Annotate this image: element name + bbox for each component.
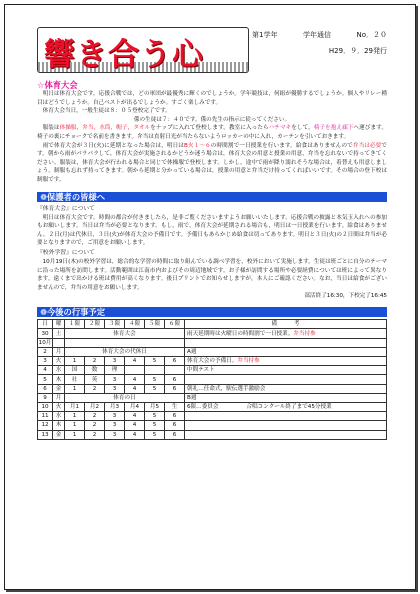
note-cell xyxy=(185,329,387,338)
sports-paragraph-2: 体育大会当日，一般生徒は８：０５登校完了です。 xyxy=(42,108,171,115)
table-row xyxy=(38,329,387,338)
period-cell: 1 xyxy=(65,421,85,430)
weekday-cell: 金 xyxy=(53,430,65,439)
day-cell: 9 xyxy=(38,393,53,402)
header-cell: ２限 xyxy=(85,320,105,329)
sports-paragraph-3: 係の生徒は７：４０です。係の先生の指示に従ってください。 xyxy=(133,116,291,123)
day-cell: 10 xyxy=(38,402,53,411)
day-cell: 3 xyxy=(38,357,53,366)
period-cell: 社 xyxy=(65,375,85,384)
period-cell: 1 xyxy=(65,412,85,421)
sports-paragraph-1: 明日は体育大会です。応援合戦では，どの軍団が最優秀に輝くのでしょうか。学年競技は，何組が優勝するでしょうか。個人やリレー種目はどうでしょうか。自己ベストが出るでしょうか。すごく楽しみです。 xyxy=(37,91,387,106)
text-span: です。朝から雨がパラパラして，体育大会が実施されるかどうか迷う場合は，体育大会の用意と授業の用意，弁当を忘れないで持ってきてください。服装は，体育大会が行われる場合と同じで体操服で登校します。しかし，途中で雨が降り濡れそうな場合は，着替えも用意しましょう。制服も忘れず持ってきます。朝から延期と分かっている場合は，授業の用意と弁当だけ持ってくればいいです。その場合の登下校は制服です。 xyxy=(37,142,387,183)
table-row xyxy=(38,393,387,402)
weekday-cell: 水 xyxy=(53,412,65,421)
day-cell: 2 xyxy=(38,347,53,356)
header-cell: ５限 xyxy=(145,320,165,329)
text-span: をして， xyxy=(291,125,314,132)
period-cell: 数 xyxy=(85,366,105,375)
period-cell: 理 xyxy=(105,366,125,375)
header-cell: ４限 xyxy=(125,320,145,329)
weekday-cell: 火 xyxy=(53,402,65,411)
weekday-cell: 木 xyxy=(53,375,65,384)
period-cell: 2 xyxy=(85,412,105,421)
weekday-cell: 月 xyxy=(53,347,65,356)
section-heading-sports: ☆体育大会 xyxy=(37,80,78,90)
note-cell xyxy=(185,366,387,375)
note-cell xyxy=(185,402,387,411)
text-span: へ運びます。椅子の裏にチョークで名前を書きます。弁当は直射日光が当たらないようロッカーの中に入れ，カーテンを引いておきます。 xyxy=(37,125,387,140)
note-cell xyxy=(185,347,387,356)
period-cell: 3 xyxy=(105,430,125,439)
event-cell: 体育の日 xyxy=(65,393,185,402)
note-text: 雨天延期時は火曜日の時間割で一日授業。 xyxy=(187,330,294,337)
period-cell: 月3 xyxy=(105,402,125,411)
table-row xyxy=(38,366,387,375)
note-cell xyxy=(185,412,387,421)
page-frame xyxy=(4,4,416,590)
note-text: 6限…委員会 合唱コンクール終了まで45分授業 xyxy=(187,404,332,411)
period-cell: 5 xyxy=(145,421,165,430)
period-cell: 4 xyxy=(125,412,145,421)
period-cell: 4 xyxy=(125,421,145,430)
weekday-cell: 木 xyxy=(53,421,65,430)
day-cell: 12 xyxy=(38,421,53,430)
period-cell: 月1 xyxy=(65,402,85,411)
note-text: 中間テスト xyxy=(187,367,215,374)
section-heading-guardians: ❁保護者の皆様へ xyxy=(37,192,387,202)
period-cell: 5 xyxy=(145,375,165,384)
period-cell xyxy=(145,366,165,375)
table-row xyxy=(38,375,387,384)
period-cell: 6 xyxy=(165,421,185,430)
header-cell: 日 xyxy=(38,320,53,329)
event-cell: 体育大会 xyxy=(65,329,185,338)
weekday-cell: 月 xyxy=(53,393,65,402)
note-text: 朝礼…任命式，駅伝選手激励会 xyxy=(187,385,266,392)
table-row xyxy=(38,402,387,411)
sports-paragraph-4 xyxy=(37,124,387,141)
header-cell: １限 xyxy=(65,320,85,329)
newsletter-sheet xyxy=(37,27,387,440)
period-cell: 5 xyxy=(145,412,165,421)
period-cell: 生 xyxy=(165,402,185,411)
table-row xyxy=(38,421,387,430)
period-cell: 1 xyxy=(65,357,85,366)
table-row xyxy=(38,384,387,393)
period-cell: 5 xyxy=(145,384,165,393)
period-cell: 国 xyxy=(65,366,85,375)
table-row xyxy=(38,338,387,347)
period-cell: 6 xyxy=(165,357,185,366)
text-span: 雨で体育大会が３日(火)に延期となった場合は，明日は xyxy=(42,142,185,149)
period-cell: 3 xyxy=(105,412,125,421)
note-cell xyxy=(185,393,387,402)
schedule-table xyxy=(37,319,387,439)
schedule-header-row xyxy=(38,320,387,329)
period-cell: 6 xyxy=(165,384,185,393)
period-cell: 3 xyxy=(105,421,125,430)
club-note: 部活終了16:30，下校完了16:45 xyxy=(304,293,387,300)
note-highlight: 弁当持参 xyxy=(237,358,260,365)
note-cell xyxy=(185,384,387,393)
day-cell: 11 xyxy=(38,412,53,421)
subheading-sports-day: 『体育大会』について xyxy=(37,205,95,212)
period-cell: 6 xyxy=(165,375,185,384)
day-cell: 4 xyxy=(38,366,53,375)
text-span: の時間割で一日授業を行います。給食はありませんので xyxy=(210,142,353,149)
text-span: をナップに入れて登校します。教室に入ったら xyxy=(150,125,269,132)
section-heading-schedule: ❁今後の行事予定 xyxy=(37,307,387,317)
table-row xyxy=(38,347,387,356)
day-cell: 30 xyxy=(38,329,53,338)
header-cell: ３限 xyxy=(105,320,125,329)
highlight-lunch: 弁当は必要 xyxy=(352,142,382,149)
highlight-chair: 椅子を抱え廊下 xyxy=(313,125,354,132)
weekday-cell: 土 xyxy=(53,329,65,338)
grade-label: 第1学年 xyxy=(252,31,278,39)
period-cell: 4 xyxy=(125,375,145,384)
highlight-timetable: B火１～６ xyxy=(184,142,211,149)
period-cell: 1 xyxy=(65,430,85,439)
event-cell: 体育大会の代休日 xyxy=(65,347,185,356)
period-cell: 月2 xyxy=(85,402,105,411)
period-cell: 4 xyxy=(125,384,145,393)
weekday-cell: 金 xyxy=(53,384,65,393)
period-cell: 6 xyxy=(165,412,185,421)
table-row xyxy=(38,412,387,421)
note-cell xyxy=(185,357,387,366)
weekday-cell xyxy=(53,338,65,347)
period-cell: 4 xyxy=(125,430,145,439)
header-cell: 曜 xyxy=(53,320,65,329)
header-cell: 備 考 xyxy=(185,320,387,329)
issue-date: H29．９．29発行 xyxy=(328,47,387,55)
period-cell: 2 xyxy=(85,384,105,393)
table-row xyxy=(38,430,387,439)
period-cell: 2 xyxy=(85,430,105,439)
guardians-paragraph-1: 明日は体育大会です。時間の都合が付きましたら，是非ご覧くださいますようお願いいたします。応援合戦の披露と本気玉入れへの参加もお願いします。当日は弁当が必要となります。もし，雨で，体育大会が延期される場合も，明日は一日授業を行います。給食はありません。２日(月)は代休日，３日(火)が体育大会の予備日です。予備日もあらかじめ給食は切ってあります。明日と３日(火)の２日間は弁当が必要となりますので，ご用意をお願いします。 xyxy=(37,214,387,247)
issue-info xyxy=(252,27,387,59)
period-cell: 2 xyxy=(85,421,105,430)
issue-number: No．２０ xyxy=(356,31,387,39)
period-cell: 1 xyxy=(65,384,85,393)
period-cell: 4 xyxy=(125,357,145,366)
guardians-paragraph-2: 10月19日(木)の校外学習は，総合的な学習の時間に取り組んでいる調べ学習を，校外において実施します。生徒は班ごとに自分のテーマに沿った場所を訪問します。活動範囲は江南市内およびその周辺地域です。お子様が訪問する場所や必要経費については班によって異なります。遠くまで出かける班は費用が高くなります。後日プリントでお知らせしますが，本人にご確認ください。なお，当日は給食がございませんので，弁当の用意をお願いします。 xyxy=(37,258,387,291)
header-cell: ６限 xyxy=(165,320,185,329)
period-cell: 月4 xyxy=(125,402,145,411)
weekday-cell: 火 xyxy=(53,357,65,366)
day-cell: 5 xyxy=(38,375,53,384)
text-span: 服装は xyxy=(42,125,60,132)
period-cell: 5 xyxy=(145,357,165,366)
period-cell: 2 xyxy=(85,357,105,366)
period-cell: 3 xyxy=(105,384,125,393)
period-cell: 月5 xyxy=(145,402,165,411)
note-cell xyxy=(185,430,387,439)
note-cell xyxy=(185,338,387,347)
note-cell xyxy=(185,421,387,430)
schedule-body xyxy=(38,329,387,439)
period-cell: 5 xyxy=(145,430,165,439)
highlight-items: 体操服，弁当，水筒，帽子，タオル xyxy=(59,125,151,132)
period-cell: 3 xyxy=(105,375,125,384)
day-cell: 6 xyxy=(38,384,53,393)
note-cell xyxy=(185,375,387,384)
period-cell xyxy=(165,366,185,375)
note-text: B週 xyxy=(187,394,197,401)
day-cell: 13 xyxy=(38,430,53,439)
subheading-field-trip: 『校外学習』について xyxy=(37,249,95,256)
table-row xyxy=(38,357,387,366)
period-cell: 6 xyxy=(165,430,185,439)
weekday-cell: 水 xyxy=(53,366,65,375)
period-cell xyxy=(125,366,145,375)
note-text: 体育大会の予備日。 xyxy=(187,358,238,365)
note-highlight: 弁当持参 xyxy=(293,330,316,337)
header xyxy=(37,27,387,79)
sports-paragraph-5 xyxy=(37,142,387,185)
day-cell: 10月 xyxy=(38,339,52,346)
type-label: 学年通信 xyxy=(302,31,331,39)
title-banner xyxy=(37,27,249,73)
period-cell: 英 xyxy=(85,375,105,384)
note-text: A週 xyxy=(187,348,197,355)
event-cell xyxy=(65,338,185,347)
newsletter-title: 響き合う心 xyxy=(44,37,204,73)
highlight-hachimaki: ハチマキ xyxy=(268,125,292,132)
period-cell: 3 xyxy=(105,357,125,366)
